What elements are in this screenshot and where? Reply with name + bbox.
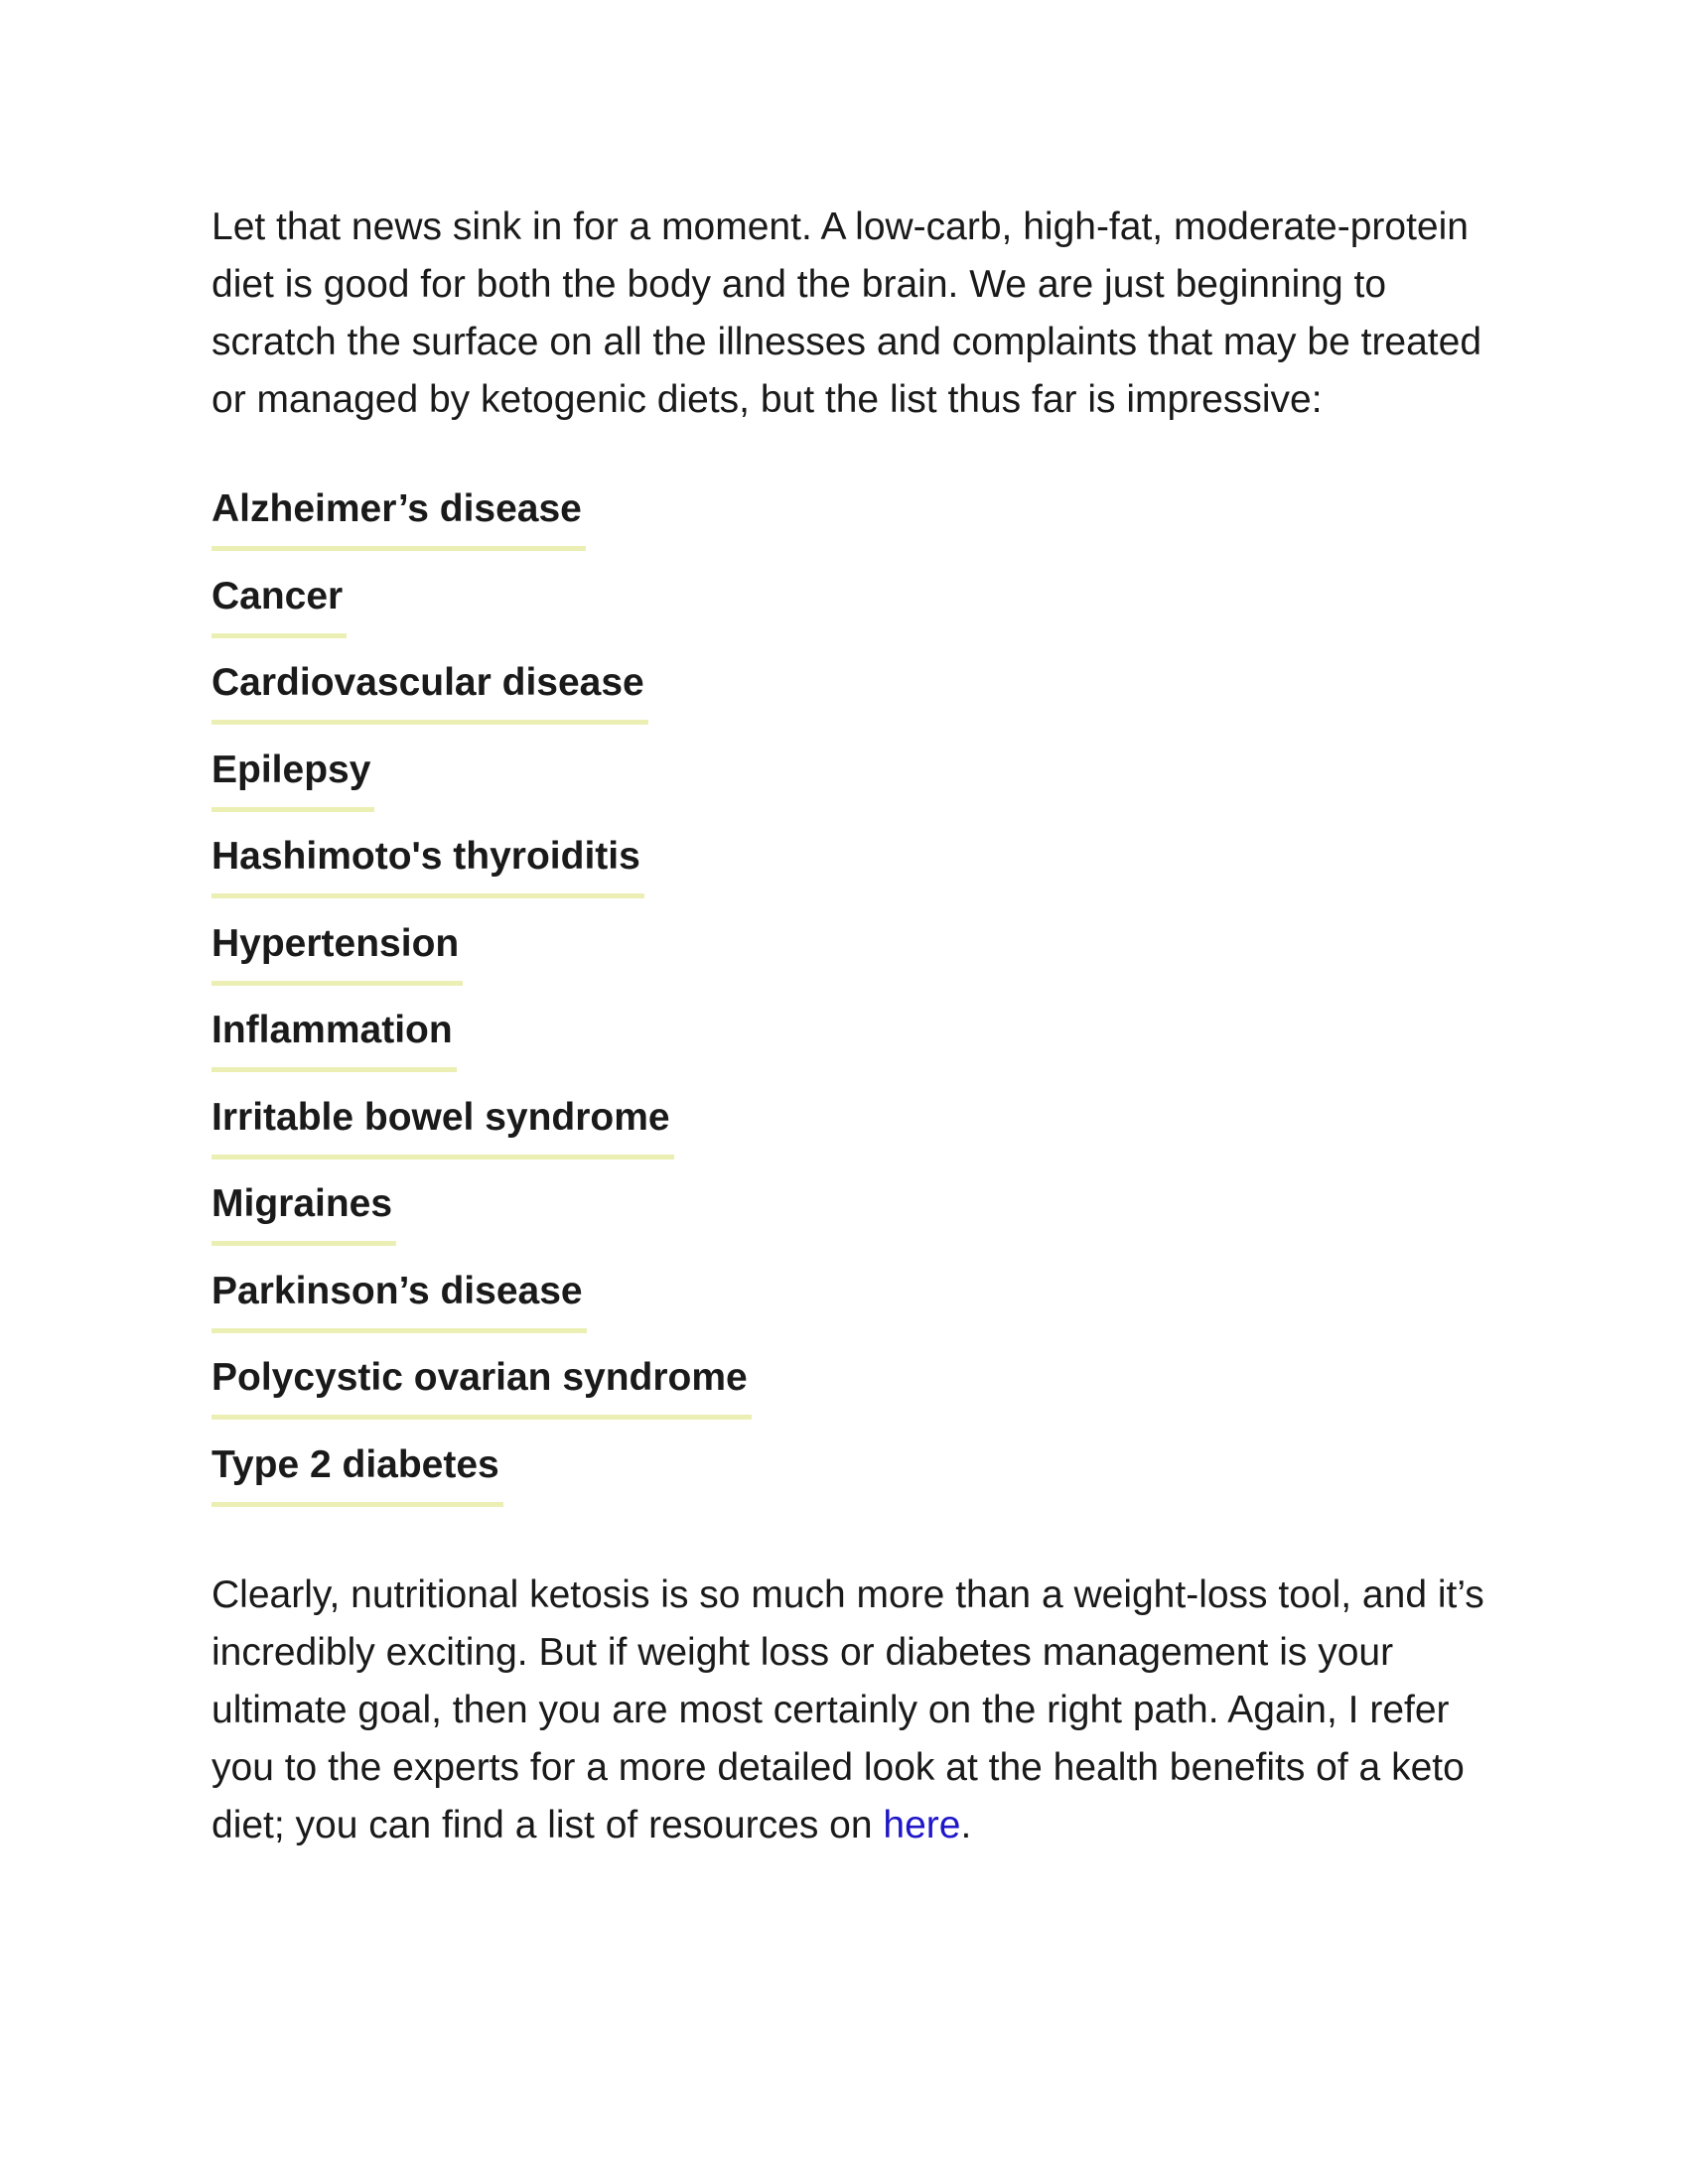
list-item xyxy=(211,1095,1492,1182)
conditions-list xyxy=(211,486,1492,1529)
intro-paragraph: Let that news sink in for a moment. A low-carb, high-fat, moderate-protein diet is good for both the body and the brain. We are just beginning to scratch the surface on all the illnesses and complaints that may be treated or managed by ketogenic diets, but the list thus far is impressive: xyxy=(211,205,1482,421)
document-page xyxy=(211,199,1492,1854)
list-item xyxy=(211,748,1492,835)
condition-label: Alzheimer’s disease xyxy=(211,486,586,551)
condition-label: Polycystic ovarian syndrome xyxy=(211,1355,752,1420)
list-item xyxy=(211,1008,1492,1095)
list-item xyxy=(211,574,1492,661)
resources-link[interactable]: here xyxy=(883,1804,961,1846)
condition-label: Type 2 diabetes xyxy=(211,1442,503,1507)
condition-label: Inflammation xyxy=(211,1008,457,1072)
list-item xyxy=(211,1181,1492,1269)
list-item xyxy=(211,1269,1492,1356)
list-item xyxy=(211,834,1492,921)
condition-label: Irritable bowel syndrome xyxy=(211,1095,674,1160)
condition-label: Epilepsy xyxy=(211,748,374,812)
condition-label: Migraines xyxy=(211,1181,396,1246)
condition-label: Parkinson’s disease xyxy=(211,1269,587,1333)
condition-label: Hypertension xyxy=(211,921,463,986)
condition-label: Cancer xyxy=(211,574,347,638)
condition-label: Hashimoto's thyroiditis xyxy=(211,834,644,898)
list-item xyxy=(211,486,1492,574)
list-item xyxy=(211,660,1492,748)
list-item xyxy=(211,1355,1492,1442)
closing-text: Clearly, nutritional ketosis is so much more than a weight-loss tool, and it’s incredibly exciting. But if weight loss or diabetes management is your ultimate goal, then you are most certainly on the right path. Again, I refer you to the experts for a more detailed look at the health benefits of a keto diet; you can find a list of resources on xyxy=(211,1573,1484,1846)
condition-label: Cardiovascular disease xyxy=(211,660,648,725)
list-item xyxy=(211,921,1492,1009)
list-item xyxy=(211,1442,1492,1530)
closing-period: . xyxy=(960,1804,972,1846)
closing-paragraph xyxy=(211,1567,1492,1854)
